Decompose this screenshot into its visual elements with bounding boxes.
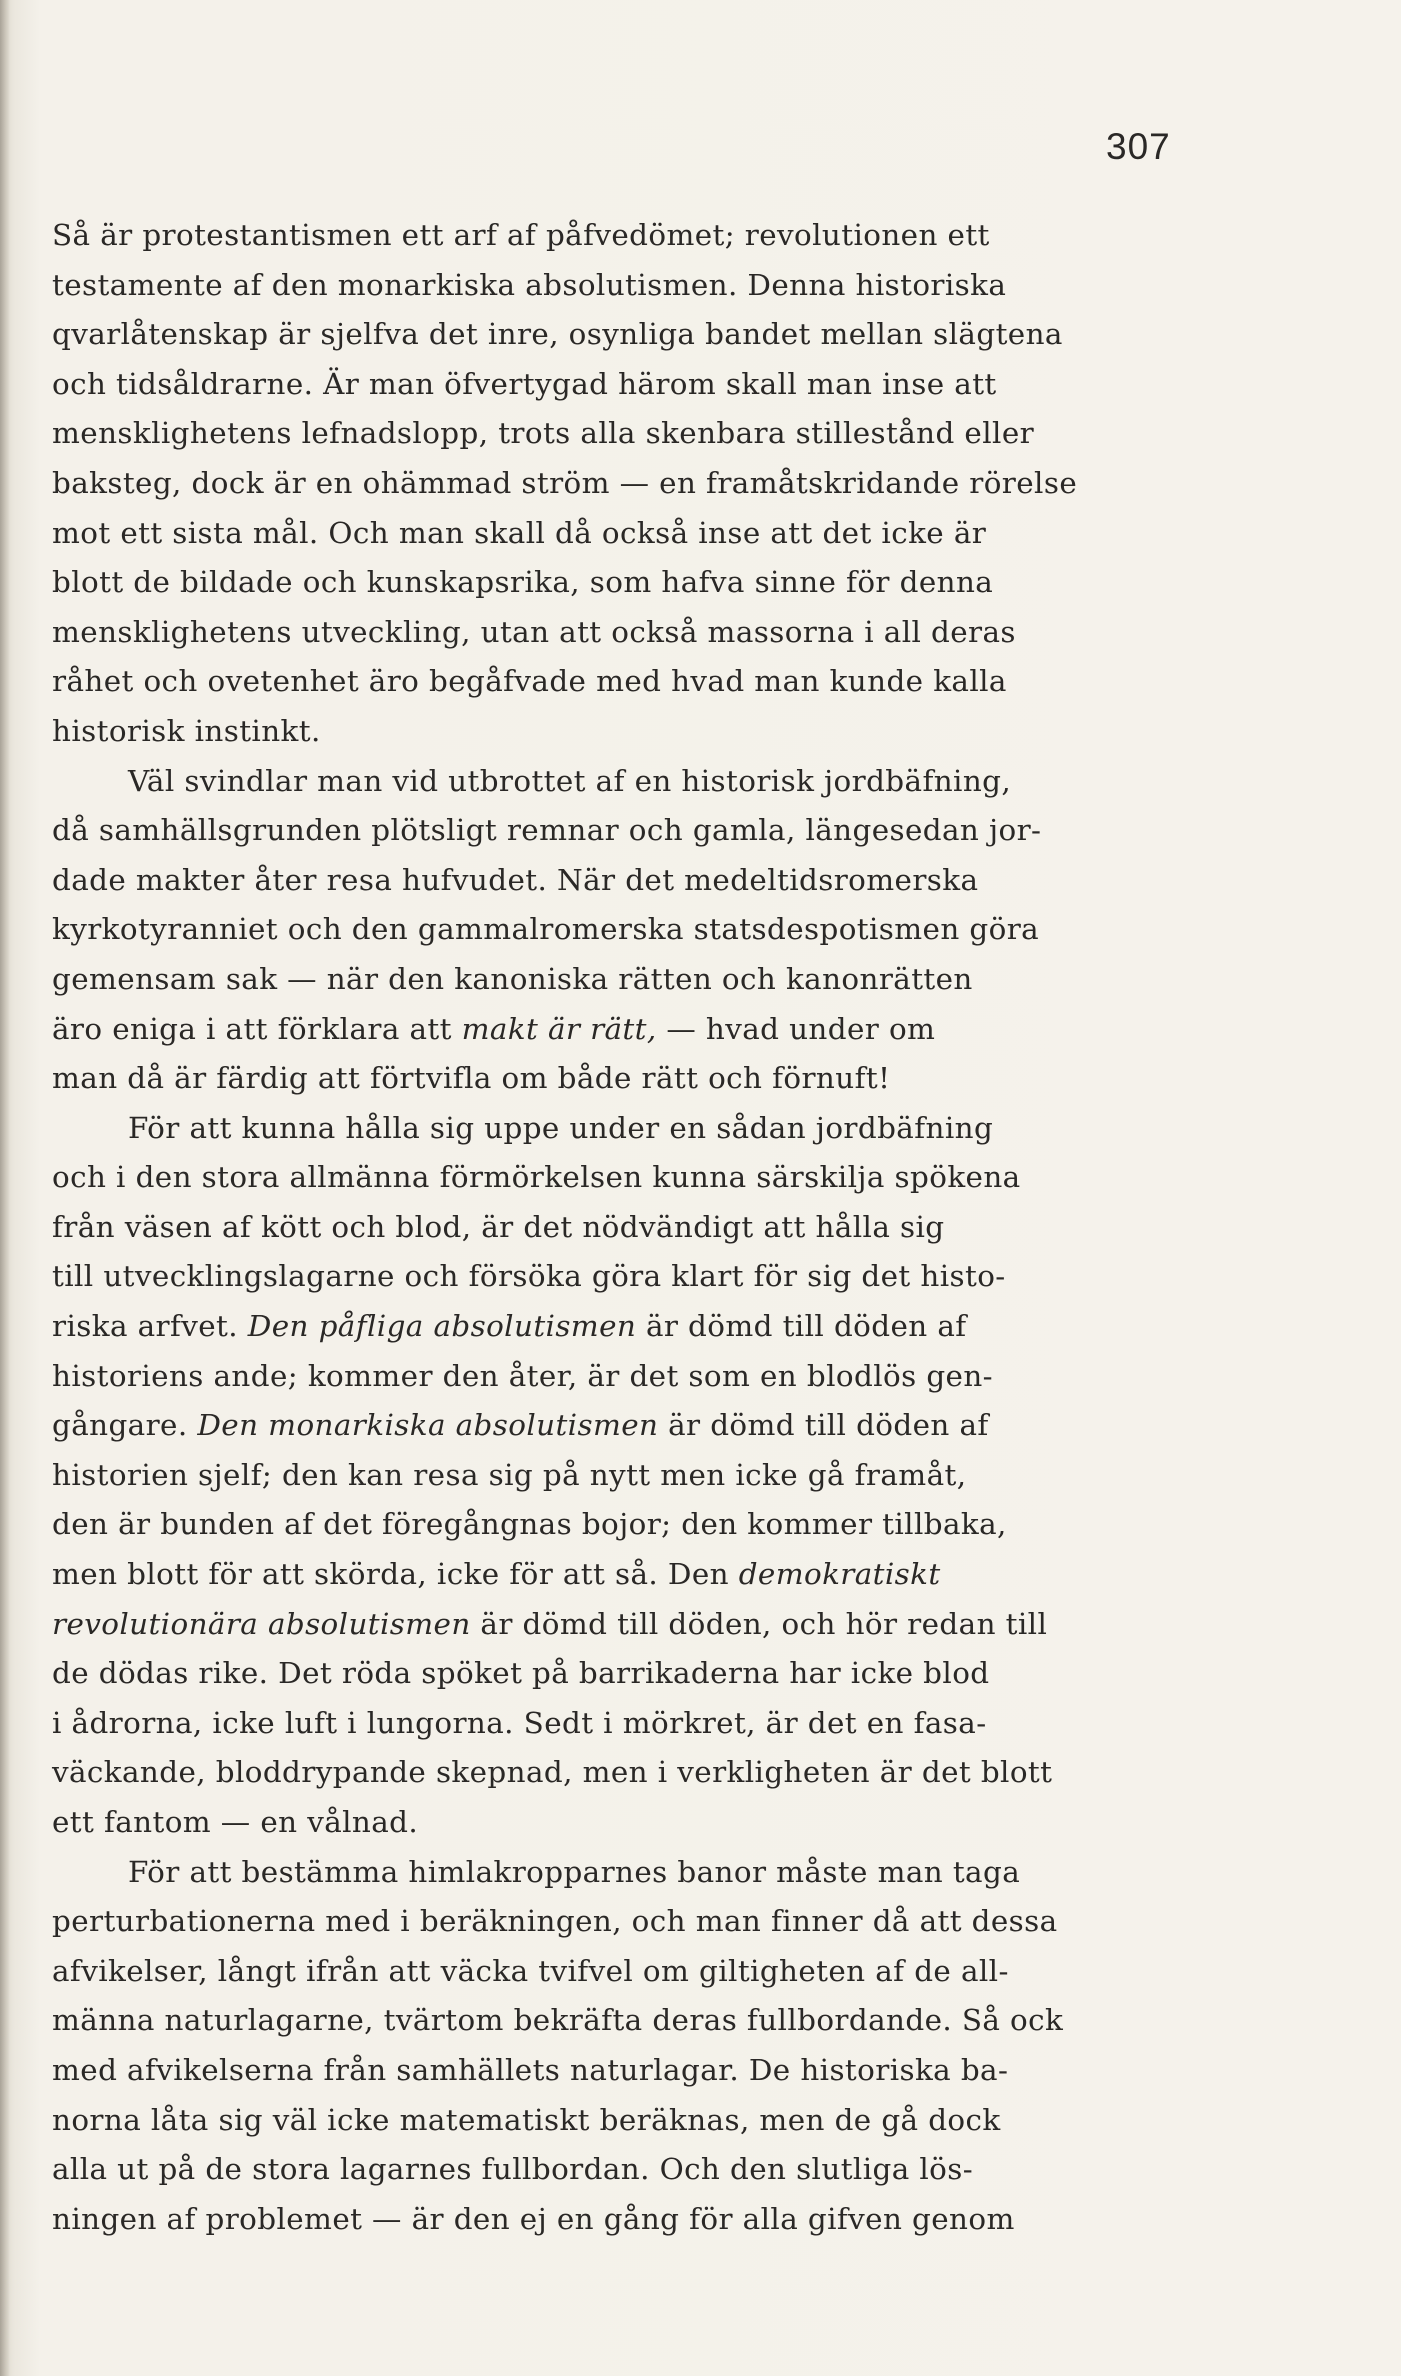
text-line: männa naturlagarne, tvärtom bekräfta deras fullbordande. Så ock xyxy=(52,2003,1064,2038)
text-line: gemensam sak — när den kanoniska rätten och kanonrätten xyxy=(52,961,973,996)
italic-phrase: Den monarkiska absolutismen xyxy=(197,1408,659,1443)
text-line: till utvecklingslagarne och försöka göra klart för sig det histo- xyxy=(52,1259,1006,1294)
text-line: Så är protestantismen ett arf af påfvedömet; revolutionen ett xyxy=(52,218,990,252)
page-number: 307 xyxy=(1106,126,1171,167)
text-line: och tidsåldrarne. Är man öfvertygad härom skall man inse att xyxy=(52,366,997,401)
text-line: råhet och ovetenhet äro begåfvade med hvad man kunde kalla xyxy=(52,664,1007,699)
text-line: i ådrorna, icke luft i lungorna. Sedt i mörkret, är det en fasa- xyxy=(52,1705,987,1740)
text-line: och i den stora allmänna förmörkelsen kunna särskilja spökena xyxy=(52,1160,1021,1195)
binding-edge xyxy=(0,0,10,2376)
text-line xyxy=(52,1600,1214,1650)
text-line: perturbationerna med i beräkningen, och man finner då att dessa xyxy=(52,1904,1058,1939)
text-line: från väsen af kött och blod, är det nödvändigt att hålla sig xyxy=(52,1209,945,1244)
text-segment: är dömd till döden af xyxy=(658,1408,989,1443)
text-line: testamente af den monarkiska absolutismen. Denna historiska xyxy=(52,267,1007,302)
text-line: dade makter åter resa hufvudet. När det medeltidsromerska xyxy=(52,862,979,897)
text-segment: riska arfvet. xyxy=(52,1309,248,1344)
text-line: då samhällsgrunden plötsligt remnar och gamla, längesedan jor- xyxy=(52,813,1042,848)
text-segment: men blott för att skörda, icke för att så. Den xyxy=(52,1557,739,1592)
text-line: norna låta sig väl icke matematiskt beräknas, men de gå dock xyxy=(52,2102,1001,2137)
text-line xyxy=(52,1401,1214,1451)
text-line: mot ett sista mål. Och man skall då också inse att det icke är xyxy=(52,515,987,550)
text-line: väckande, bloddrypande skepnad, men i verkligheten är det blott xyxy=(52,1755,1053,1790)
text-line: man då är färdig att förtvifla om både rätt och förnuft! xyxy=(52,1061,891,1096)
text-line: blott de bildade och kunskapsrika, som hafva sinne för denna xyxy=(52,565,994,600)
text-segment: äro eniga i att förklara att xyxy=(52,1011,462,1046)
text-segment: är dömd till döden af xyxy=(636,1309,967,1344)
text-line: ett fantom — en vålnad. xyxy=(52,1805,419,1839)
text-line: För att kunna hålla sig uppe under en sådan jordbäfning xyxy=(128,1110,994,1145)
text-line: mensklighetens utveckling, utan att också massorna i all deras xyxy=(52,614,1016,649)
italic-phrase: makt är rätt, xyxy=(461,1011,657,1046)
text-segment: är dömd till döden, och hör redan till xyxy=(470,1606,1048,1641)
italic-phrase: demokratiskt xyxy=(738,1557,941,1592)
text-line: mensklighetens lefnadslopp, trots alla skenbara stillestånd eller xyxy=(52,416,1035,451)
text-line: ningen af problemet — är den ej en gång för alla gifven genom xyxy=(52,2201,1015,2236)
text-line: qvarlåtenskap är sjelfva det inre, osynliga bandet mellan slägtena xyxy=(52,317,1063,352)
text-line: med afvikelserna från samhällets naturlagar. De historiska ba- xyxy=(52,2052,1009,2087)
text-line: För att bestämma himlakropparnes banor måste man taga xyxy=(128,1854,1021,1889)
text-line: alla ut på de stora lagarnes fullbordan. Och den slutliga lös- xyxy=(52,2152,974,2187)
text-line: de dödas rike. Det röda spöket på barrikaderna har icke blod xyxy=(52,1656,990,1691)
text-line: kyrkotyranniet och den gammalromerska statsdespotismen göra xyxy=(52,912,1040,947)
text-line xyxy=(52,1302,1214,1352)
text-segment: gångare. xyxy=(52,1408,198,1443)
text-line: historisk instinkt. xyxy=(52,713,321,748)
text-line: den är bunden af det föregångnas bojor; den kommer tillbaka, xyxy=(52,1507,1007,1542)
text-line: historien sjelf; den kan resa sig på nytt men icke gå framåt, xyxy=(52,1457,967,1492)
text-line: afvikelser, långt ifrån att väcka tvifvel om giltigheten af de all- xyxy=(52,1953,1009,1988)
text-line: historiens ande; kommer den åter, är det som en blodlös gen- xyxy=(52,1358,993,1393)
text-line xyxy=(52,1005,1214,1055)
italic-phrase: revolutionära absolutismen xyxy=(52,1606,471,1641)
body-text xyxy=(52,211,1214,2244)
text-line: baksteg, dock är en ohämmad ström — en framåtskridande rörelse xyxy=(52,465,1078,500)
text-line xyxy=(52,1550,1214,1600)
text-segment: — hvad under om xyxy=(656,1011,936,1046)
italic-phrase: Den påfliga absolutismen xyxy=(247,1309,637,1344)
text-line: Väl svindlar man vid utbrottet af en historisk jordbäfning, xyxy=(128,763,1012,798)
